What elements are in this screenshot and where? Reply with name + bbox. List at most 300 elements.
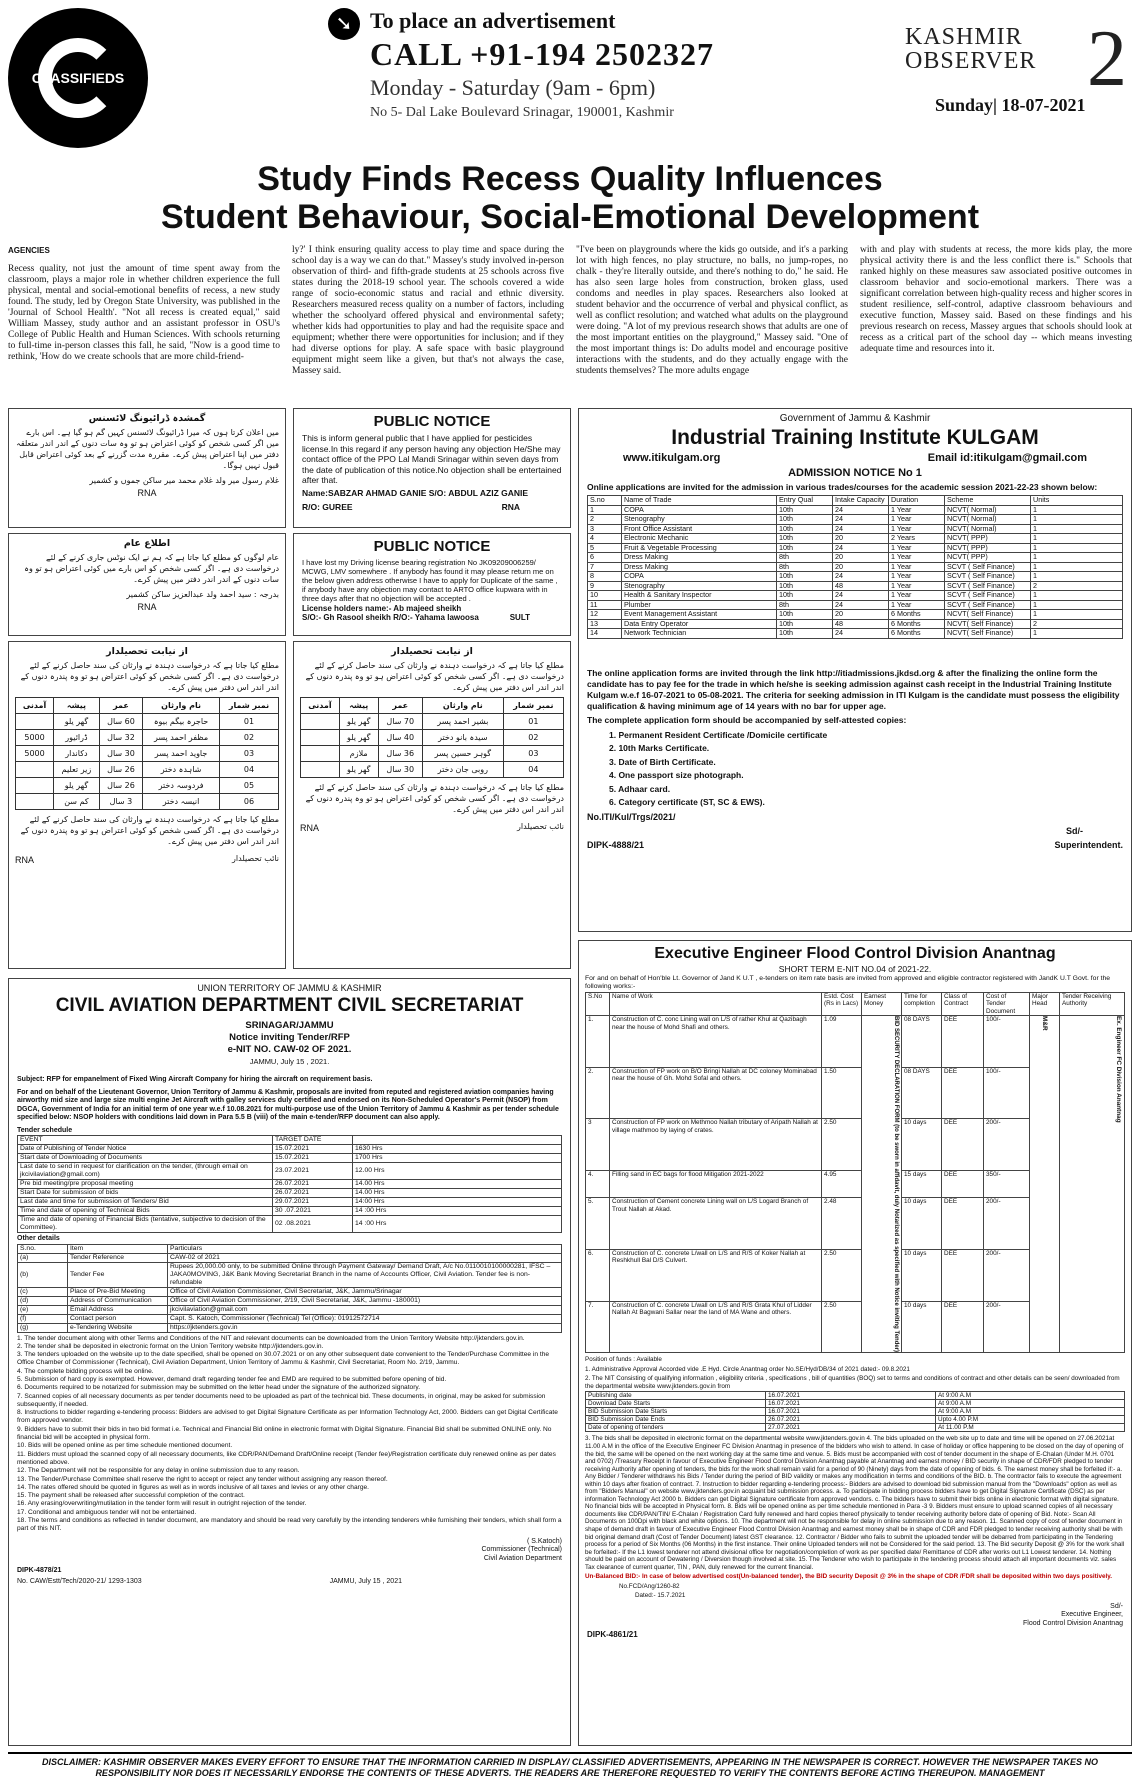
ca-signer: ( S.Katoch) [526, 1537, 562, 1545]
table-cell: دکاندار [54, 746, 100, 762]
list-item: 6. Documents required to be notarized for submission may be submitted on the letter head under the signature of the authorized signatory. [17, 1384, 421, 1392]
table-cell: 24 [833, 572, 889, 582]
list-item: 5. Adhaar card. [609, 783, 671, 794]
table-header [353, 1136, 562, 1145]
ca-ref-date: JAMMU, July 15 , 2021 [329, 1578, 402, 1586]
table-cell: 100/- [984, 1016, 1030, 1068]
fc-ref: No.FCD/Ang/1260-82 [619, 1582, 680, 1590]
table-row [18, 1253, 562, 1262]
urdu-notice-4-title: از نیابت تحصیلدار [391, 646, 473, 657]
table-cell: 70 سال [378, 714, 422, 730]
fc-unbalanced: Un-Balanced BID:- In case of below advertised cost(Un-balanced tender), the BID security Deposit @ 3% in the shape of CDR /FDR shall be deposited within two days positively. [585, 1573, 1113, 1581]
adv-phone: CALL +91-194 2502327 [370, 36, 715, 72]
table-cell: 8th [777, 562, 833, 572]
table-cell: 20 [833, 562, 889, 572]
table-cell: 08 DAYS [902, 1016, 942, 1068]
table-cell: DEE [942, 1250, 984, 1302]
table-cell: Last date to send in request for clarification on the tender, (through email on jkcivilaviation@gmail.com) [18, 1163, 273, 1180]
table-cell: 10th [777, 505, 833, 515]
advertisement-contact [335, 8, 830, 121]
table-header: Entry Qual [777, 496, 833, 506]
ca-details-body [18, 1253, 562, 1332]
table-cell: 2.50 [822, 1250, 862, 1302]
table-cell: 04 [219, 762, 278, 778]
table-cell: 1 [1031, 524, 1123, 534]
table-cell: https://jktenders.gov.in [168, 1323, 562, 1332]
table-row [16, 778, 279, 794]
table-cell: Rupees 20,000.00 only, to be submitted Online through Payment Gateway/ Demand Draft, A/c No.0110010100000281, IFSC – JAKA0MOVING, J&K Bank Moving Secretariat Branch in the name of Accounts Officer, Civil Aviation. Tender fee is non-refundable [168, 1262, 562, 1287]
table-cell: 200/- [984, 1119, 1030, 1171]
list-item: 5. Submission of hard copy is exempted. However, demand draft regarding tender fee and EMD are required to be submitted before opening of bid. [17, 1375, 447, 1383]
table-row [16, 730, 279, 746]
table-cell: 1 [1031, 534, 1123, 544]
table-cell: 14.00 Hrs [353, 1189, 562, 1198]
iti-email: Email id:itikulgam@gmail.com [927, 452, 1087, 464]
iti-docs-list [579, 729, 1131, 810]
table-cell: 16.07.2021 [766, 1400, 936, 1408]
ca-dipk-row [9, 1565, 570, 1576]
table-cell: 60 سال [99, 714, 142, 730]
table-row [18, 1163, 562, 1180]
article-body [8, 245, 1132, 395]
table-cell: SCVT ( Self Finance) [945, 562, 1031, 572]
table-cell: NCVT( Normal) [945, 505, 1031, 515]
table-cell: (f) [18, 1314, 68, 1323]
ca-schedule-table [17, 1135, 562, 1233]
table-row [16, 714, 279, 730]
table-cell: 10th [777, 591, 833, 601]
table-row [18, 1314, 562, 1323]
classifieds-logo [8, 8, 148, 148]
bid-security-note: BID SECURITY DECLARATION FORM (to be sworn in affidavit, duly Notarized as specified with Notice inviting Tender) [862, 1016, 902, 1353]
table-cell: مظفر احمد پسر [143, 730, 220, 746]
urdu-notice-4-body: مطلع کیا جاتا ہے کہ درخواست دہندہ نے وارثان کی سند حاصل کرنے کے لئے درخواست دی ہے۔ اگر کسی شخص کو کوئی اعتراض ہو تو وہ پندرہ دنوں کے اندر اندر اس دفتر میں پیش کرے۔ [305, 661, 564, 692]
table-cell: 10th [777, 524, 833, 534]
urdu-notice-1-rna: RNA [137, 488, 157, 498]
issue-date: Sunday| 18-07-2021 [935, 95, 1086, 115]
table-cell: 14 [588, 629, 622, 639]
table-cell: 1700 Hrs [353, 1154, 562, 1163]
table-row [588, 562, 1123, 572]
table-cell: گوہر حسین پسر [422, 746, 503, 762]
table-cell [16, 778, 54, 794]
page-header [0, 0, 1140, 150]
table-cell: 1 Year [889, 553, 945, 563]
table-cell: 4.95 [822, 1171, 862, 1198]
table-cell: DEE [942, 1119, 984, 1171]
table-cell: 5000 [16, 746, 54, 762]
table-cell: Time and date of opening of Financial Bids (tentative, subjective to decision of the Committee). [18, 1216, 273, 1233]
table-cell: jkcivilaviation@gmail.com [168, 1305, 562, 1314]
table-cell: 02 [219, 730, 278, 746]
table-cell: 16.07.2021 [766, 1392, 936, 1400]
table-cell: 10 days [902, 1198, 942, 1250]
public-notice-2-body: I have lost my Driving license bearing registration No JK09209006259/ MCWG, LMV somewhere . If anybody has found it may please return me on the below given address otherwise I have to apply for Duplicate of the same , if anybody have any objection may contact to ARTO office kupwara with in three days after that no objection will be accepted . [302, 558, 558, 603]
list-item: 12. The Department will not be responsible for any delay in online submission due to any reason. [17, 1467, 300, 1475]
table-row [588, 515, 1123, 525]
table-cell: Construction of Cement concrete Lining wall on L/S Logard Branch of Trout Nallah at Akad. [610, 1198, 822, 1250]
fc-position-funds: Position of funds : Available [585, 1356, 662, 1364]
fc-works-table [585, 992, 1125, 1353]
public-notice-1-name: Name:SABZAR AHMAD GANIE S/O: ABDUL AZIZ GANIE [302, 487, 529, 498]
iti-signer: Superintendent. [1054, 839, 1123, 850]
ca-schedule-label: Tender schedule [17, 1126, 73, 1134]
table-cell: 2 Years [889, 534, 945, 544]
table-cell: 24 [833, 629, 889, 639]
table-cell: 30 .07.2021 [273, 1207, 353, 1216]
table-cell: DEE [942, 1171, 984, 1198]
table-cell: Download Date Starts [586, 1400, 766, 1408]
table-row [18, 1262, 562, 1287]
table-cell: BID Submission Date Starts [586, 1408, 766, 1416]
fc-terms: 3. The bids shall be deposited in electronic format on the departmental website www.jktenders.gov.in 4. The bids uploaded on the web site up to date and time will be opened on 27.06.2021at 11.00 A.M in the office of the Executive Engineer FC Division Anantnag in presence of the bidders who wish to attend. In case of holiday or office happening to be closed on the day of opening of the bid, the same will be opened on the next working day at the same time and venue. 5. Bids must be accompanied with cost of tender document in the shape of E-Chalan (Under M.H. 0701 and 0702) /Treasury Receipt in favour of Executive Engineer Flood Control Division Anantnag payable at Anantnag and earnest money / BID security in shape of CDR/FDR pledged to tender receiving Authority after opening of tenders, the bids for the work shall remain valid for a period of 90 (Ninety) days from the date of opening of bids. 6. The earnest money shall be forfeited if:- a. Any Bidder / Tenderer withdraws his Bids / Tender during the period of BID validity or makes any modification in terms and conditions of the BID. b. The contractor fails to execute the agreement within 10 days after fixation of contract. 7. Instruction to bidder regarding e-tendering process:- Bidders are advised to download bid submission manual from the "Downloads" option as well as from "Bidders Manual" on website www.jktenders.gov.in acquaint bid submission process. a. To participate in bidding process bidders have to get Digital Signature Certificate (DSC) as per information Technology Act 2000 b. Bidders can get Digital Signature certificate from approved vendors. c. The bidders have to submit their bids online in electronic format with digital signature. No financial bids will be accepted in Physical form. 8. Bids will be opened online as per time schedule mentioned in Para -3 9. Bidders must ensure to upload scanned copies of all necessary documents like CDR/PAN/TIN/ E-Chalan / Registration Card fully renewed and hard copies thereof physically to tender receiving authority before date of opening of Bid. Note:- Scan All Documents on 100Dpi with black and white options. 10. The department will not be responsible for delay in online submission due to any reason. 11. Scanned copy of cost of tender document in shape of demand draft in favour of Executive Engineer Flood Control Division Anantnag and earnest money shall be in shape of CDR and FDR pledged to tender receiving authority shall be with bid original demand draft (Cost of Tender Document) latest GST clearance. 12. Contractor / Bidder who fails to submit the uploaded tender will be debarred from participating in the Tendering process for a period of Six Months (06 Months) in the first instance. Their online Uploaded tenders will not be Considered for the said period. 13. The Bid security Deposit @ 3% for the work shall be forfeited:- If the L1 lowest tenderer not attend divisional office for negotiation/completion of work as per specified date/ Remittance of CDR after works out L1 Lowest tenderer. 14. Nothing should be paid on account of Dewatering / Diversion though involved at site. 15. The Tenderer who wish to participate in the tendering process should attach all important documents viz. sales Tax clearance of current quarter, TIN , PAN, duly renewed for the current financial. [585, 1435, 1125, 1571]
table-cell: 48 [833, 581, 889, 591]
urdu-notice-2 [8, 533, 286, 636]
urdu-notice-3 [8, 641, 286, 969]
table-cell: 26.07.2021 [766, 1416, 936, 1424]
table-cell: 10th [777, 629, 833, 639]
table-cell: زیر تعلیم [54, 762, 100, 778]
table-cell: 30 سال [99, 746, 142, 762]
table-cell: 9 [588, 581, 622, 591]
table-cell: Event Management Assistant [622, 610, 777, 620]
arrow-icon: ➘ [328, 8, 360, 40]
table-cell: 16.07.2021 [766, 1408, 936, 1416]
table-cell: Last date and time for submission of Tenders/ Bid [18, 1198, 273, 1207]
masthead [905, 15, 1135, 115]
ca-schedule-body [18, 1145, 562, 1233]
table-cell: جاوید احمد پسر [143, 746, 220, 762]
table-cell: 1 [1031, 572, 1123, 582]
iti-paragraph: The online application forms are invited through the link http://itiadmissions.jkdsd.org & after the finalizing the online form the candidate has to pay fee for the trade in which he/she is seeking admission against cash receipt in the Industrial Training Institute Kulgam w.e.f 16-07-2021 to 05-08-2021. The criteria for seeking admission in ITI Kulgam is the candidate must possess the eligibility qualification & having minimum age of 14 years with no bar for upper age. [587, 667, 1120, 711]
table-cell: Office of Civil Aviation Commissioner, Civil Secretariat, J&K, Jammu/Srinagar [168, 1287, 562, 1296]
table-cell: Office of Civil Aviation Commissioner, 2/19, Civil Secretariat, J&K, Jammu -180001) [168, 1296, 562, 1305]
fc-approval: 1. Administrative Approval Accorded vide .E Hyd. Circle Anantnag order No.SE/Hyd/DB/34 of 2021 dated:- 09.8.2021 [585, 1365, 910, 1373]
table-cell [16, 762, 54, 778]
table-cell: 10th [777, 515, 833, 525]
table-cell: 1 [1031, 553, 1123, 563]
table-header: پیشہ [339, 698, 378, 714]
iti-docs-title: The complete application form should be accompanied by self-attested copies: [587, 714, 907, 725]
table-row [18, 1287, 562, 1296]
table-cell: 02 .08.2021 [273, 1216, 353, 1233]
table-cell: 24 [833, 515, 889, 525]
urdu-notice-3-footer [15, 853, 279, 866]
table-cell: Dress Making [622, 562, 777, 572]
list-item: 14. The rates offered should be quoted in figures as well as in words inclusive of all taxes and levies or any other charge. [17, 1483, 369, 1491]
table-cell: NCVT( Normal) [945, 524, 1031, 534]
table-cell: (g) [18, 1323, 68, 1332]
table-header-row [588, 496, 1123, 506]
ca-signer-title-2: Civil Aviation Department [483, 1554, 562, 1562]
byline: AGENCIES [8, 246, 50, 255]
table-cell: NCVT( PPP) [945, 553, 1031, 563]
urdu-notice-3-body: مطلع کیا جاتا ہے کہ درخواست دہندہ نے وارثان کی سند حاصل کرنے کے لئے درخواست دی ہے۔ اگر کسی شخص کو کوئی اعتراض ہو تو وہ پندرہ دنوں کے اندر اندر اس دفتر میں پیش کرے۔ [20, 661, 279, 692]
table-cell: ڈرائیور [54, 730, 100, 746]
table-cell: 8th [777, 553, 833, 563]
public-notice-1-title: PUBLIC NOTICE [373, 413, 491, 430]
table-cell: 40 سال [378, 730, 422, 746]
table-cell [16, 794, 54, 810]
table-header: S.No [586, 993, 610, 1016]
table-cell: 26.07.2021 [273, 1180, 353, 1189]
table-cell: 32 سال [99, 730, 142, 746]
table-cell: NCVT( PPP) [945, 534, 1031, 544]
table-cell: NCVT( Self Finance) [945, 619, 1031, 629]
fc-dates-body [586, 1392, 1125, 1432]
table-row [18, 1296, 562, 1305]
iti-contact [579, 452, 1131, 464]
table-cell [301, 762, 340, 778]
list-item: 9. Bidders have to submit their bids in two bid format i.e. Technical and Financial Bid online in electronic format with Digital Signature. Financial Bid shall be submitted ONLINE only. No financial bid will be accepted in physical form. [17, 1425, 552, 1442]
table-row [18, 1180, 562, 1189]
ca-other-label: Other details [17, 1235, 60, 1242]
table-row [586, 1416, 1125, 1424]
table-cell: 1 [1031, 543, 1123, 553]
table-cell: 4 [588, 534, 622, 544]
heirs-table-1 [15, 697, 279, 810]
table-cell: At 9:00 A.M [936, 1392, 1125, 1400]
fc-sd: Sd/- [1110, 1602, 1123, 1610]
adv-title: To place an advertisement [370, 8, 616, 33]
table-cell: 48 [833, 619, 889, 629]
urdu-notice-1-name: غلام رسول میر ولد غلام محمد میر ساکن جموں و کشمیر [89, 476, 279, 485]
table-row [588, 629, 1123, 639]
table-header: Duration [889, 496, 945, 506]
article-text-3: "I've been on playgrounds where the kids go outside, and it's a parking lot with high fences, no play structure, no balls, no jump-ropes, no chalk - they're literally outside, and there's nothing to do," he said. He has also seen large holes from construction, broken glass, used condoms and needles in play spaces. Researchers also looked at student behavior and the occurrence of verbal and physical conflict, as well as conflict resolution; and watched what adults on the playground were doing. "A lot of my previous research shows that adults are one of the most important entities on the playground," Massey said. "One of the most important things is: Do adults model and encourage positive interactions with the students, and do they actually engage with the students themselves? The more adults engage [576, 245, 848, 376]
table-cell: At 11.00 P.M [936, 1424, 1125, 1432]
paper-name-1: KASHMIR [905, 24, 1023, 50]
table-row [586, 1400, 1125, 1408]
table-cell: Data Entry Operator [622, 619, 777, 629]
table-row [18, 1198, 562, 1207]
heirs-table-2 [300, 697, 564, 778]
table-cell: 1 [588, 505, 622, 515]
table-cell: 2 [1031, 619, 1123, 629]
table-cell: 1 Year [889, 543, 945, 553]
table-cell: Pre bid meeting/pre proposal meeting [18, 1180, 273, 1189]
table-cell: 20 [833, 610, 889, 620]
table-cell: 06 [219, 794, 278, 810]
table-header: Units [1031, 496, 1123, 506]
table-cell: Construction of FP work on B/O Bringi Nallah at DC coloney Mominabad near the house of Gh. Mohd Sofal and others. [610, 1067, 822, 1119]
table-cell: 10 days [902, 1119, 942, 1171]
adv-hours: Monday - Saturday (9am - 6pm) [370, 75, 656, 100]
table-header: پیشہ [54, 698, 100, 714]
ca-date: JAMMU, July 15 , 2021. [249, 1057, 330, 1066]
disclaimer [8, 1752, 1132, 1779]
table-cell: 15.07.2021 [273, 1145, 353, 1154]
table-cell: 200/- [984, 1301, 1030, 1353]
table-cell: 23.07.2021 [273, 1163, 353, 1180]
table-cell: 24 [833, 591, 889, 601]
table-cell: Capt. S. Katoch, Commissioner (Technical) Tel (Office): 01912572714 [168, 1314, 562, 1323]
table-cell: e-Tendering Website [68, 1323, 168, 1332]
table-cell: 12.00 Hrs [353, 1163, 562, 1180]
table-cell: 11 [588, 600, 622, 610]
urdu-notice-4-rna: RNA [300, 823, 320, 833]
table-row [586, 1016, 1125, 1068]
table-cell: 10 days [902, 1301, 942, 1353]
table-cell [301, 714, 340, 730]
table-cell: 3 سال [99, 794, 142, 810]
table-cell: Address of Communication [68, 1296, 168, 1305]
fc-title: Executive Engineer Flood Control Division Anantnag [654, 945, 1056, 962]
table-cell: DEE [942, 1016, 984, 1068]
table-cell: 8 [588, 572, 622, 582]
fc-works-body [586, 1016, 1125, 1353]
table-row [16, 746, 279, 762]
table-cell: 27.07.2021 [766, 1424, 936, 1432]
table-header: Earnest Money [862, 993, 902, 1016]
table-cell: 15.07.2021 [273, 1154, 353, 1163]
table-cell: Email Address [68, 1305, 168, 1314]
table-cell: Construction of C. concrete L/wall on L/S and R/S Grata Khul of Lidder Nallah At Bagwani Sallar near the land of MA Wane and others. [610, 1301, 822, 1353]
table-header: آمدنی [301, 698, 340, 714]
public-notice-2-holder: License holders name:- Ab majeed sheikh [302, 604, 462, 613]
ca-ref-row [9, 1576, 570, 1587]
table-cell: 1. [586, 1016, 610, 1068]
public-notice-1 [293, 408, 571, 528]
table-cell: At 9:00 A.M [936, 1400, 1125, 1408]
fc-nit-consist: 2. The NIT Consisting of qualifying information , eligibility criteria , specifications , bill of quantities (BOQ) set to terms and conditions of contract and other details can be seen/ downloaded from the departmental website www.jktenders.gov.in from [585, 1375, 1120, 1390]
table-cell: 200/- [984, 1250, 1030, 1302]
list-item: 2. The tender shall be deposited in electronic format on the Union Territory website http://jktenders.gov.in. [17, 1342, 324, 1350]
table-row [18, 1305, 562, 1314]
civil-aviation-tender [8, 978, 571, 1746]
list-item: 17. Conditional and ambiguous tender will not be entertained. [17, 1508, 197, 1516]
table-header: Cost of Tender Document [984, 993, 1030, 1016]
list-item: 8. Instructions to bidder regarding e-tendering process: Bidders are advised to get Digital Signature Certificate as per Information Technology Act, 2000. Bidders can get Digital Certificate from approved vendor. [17, 1409, 558, 1425]
urdu-notice-3-signer: نائب تحصیلدار [232, 854, 279, 863]
table-cell: 1.09 [822, 1016, 862, 1068]
table-cell: SCVT ( Self Finance) [945, 581, 1031, 591]
table-cell: Plumber [622, 600, 777, 610]
fc-dates-table [585, 1391, 1125, 1432]
table-row [18, 1145, 562, 1154]
ca-schedule-wrap [9, 1135, 570, 1233]
table-cell: 26 سال [99, 778, 142, 794]
ca-dipk: DIPK-4878/21 [17, 1567, 62, 1575]
iti-admission-notice [578, 408, 1132, 932]
table-cell: Start Date for submission of bids [18, 1189, 273, 1198]
iti-sd: Sd/- [1066, 825, 1083, 836]
table-cell: 14 :00 Hrs [353, 1207, 562, 1216]
table-header: S.no [588, 496, 622, 506]
table-row [301, 762, 564, 778]
fc-works-wrap [579, 992, 1131, 1353]
fc-dated: Dated:- 15.7.2021 [635, 1592, 686, 1600]
table-cell: Date of Publishing of Tender Notice [18, 1145, 273, 1154]
table-cell: CAW-02 of 2021 [168, 1253, 562, 1262]
table-header: Major Head [1030, 993, 1060, 1016]
table-cell: 14.00 Hrs [353, 1180, 562, 1189]
list-item: 3. Date of Birth Certificate. [609, 756, 716, 767]
table-cell: 29.07.2021 [273, 1198, 353, 1207]
table-cell: 24 [833, 543, 889, 553]
headline-line-2: Student Behaviour, Social-Emotional Development [160, 198, 980, 236]
table-cell: 13 [588, 619, 622, 629]
list-item: 1. The tender document along with other Terms and Conditions of the NIT and relevant documents can be downloaded from the Union Territory Website http://jktenders.gov.in. [17, 1334, 525, 1342]
table-cell: NCVT( Normal) [945, 515, 1031, 525]
urdu-notice-2-title: اطلاع عام [123, 538, 171, 549]
table-header: Scheme [945, 496, 1031, 506]
table-cell: (a) [18, 1253, 68, 1262]
public-notice-2 [293, 533, 571, 636]
table-cell: 10 days [902, 1250, 942, 1302]
table-cell: 7. [586, 1301, 610, 1353]
table-cell: 7 [588, 562, 622, 572]
table-cell: Electronic Mechanic [622, 534, 777, 544]
table-cell: 1 Year [889, 581, 945, 591]
ca-signature [9, 1536, 570, 1566]
table-cell: 01 [219, 714, 278, 730]
table-cell: (c) [18, 1287, 68, 1296]
table-cell: کم سن [54, 794, 100, 810]
table-row [301, 746, 564, 762]
table-cell: Tender Fee [68, 1262, 168, 1287]
table-header: Tender Receiving Authority [1060, 993, 1125, 1016]
table-cell: 14 :00 Hrs [353, 1216, 562, 1233]
iti-website: www.itikulgam.org [623, 452, 721, 464]
list-item: 16. Any erasing/overwriting/mutilation in the tender form will result in outright rejection of the tender. [17, 1500, 307, 1508]
headline [0, 160, 1140, 236]
table-cell: Network Technician [622, 629, 777, 639]
table-cell: گھر یلو [339, 714, 378, 730]
table-header-row [18, 1136, 562, 1145]
table-cell: 2 [1031, 581, 1123, 591]
table-cell: 8th [777, 600, 833, 610]
table-cell: 1 [1031, 515, 1123, 525]
fc-signature [579, 1601, 1131, 1631]
table-cell: 1.50 [822, 1067, 862, 1119]
ca-subject: Subject: RFP for empanelment of Fixed Wing Aircraft Company for hiring the aircraft on requirement basis. [17, 1076, 373, 1083]
table-cell: 24 [833, 505, 889, 515]
table-cell: DEE [942, 1067, 984, 1119]
table-cell: 3 [588, 524, 622, 534]
table-cell: 10th [777, 619, 833, 629]
urdu-notice-3-rna: RNA [15, 855, 35, 865]
table-cell: 5000 [16, 730, 54, 746]
table-cell: 6 Months [889, 629, 945, 639]
table-cell: Time and date of opening of Technical Bids [18, 1207, 273, 1216]
iti-sd-row [579, 824, 1131, 838]
urdu-notice-1-body: میں اعلان کرتا ہوں کہ میرا ڈرائیونگ لائسنس کہیں گم ہو گیا ہے۔ اس بارے میں اگر کسی شخص کو کوئی اعتراض ہو تو وہ سات دنوں کے اندر اندر متعلقہ دفتر میں اپنا اعتراض پیش کرے۔ مقررہ مدت گزرنے کے بعد کوئی اعتراض قابل قبول نہیں ہوگا۔ [16, 428, 279, 470]
table-cell: 36 سال [378, 746, 422, 762]
iti-trades-table-wrap [579, 495, 1131, 639]
table-cell: SCVT ( Self Finance) [945, 572, 1031, 582]
table-header: Intake Capacity [833, 496, 889, 506]
disclaimer-line-2: RESPONSIBILITY NOR DOES IT NECESSARILY ENDORSE THE CONTENTS OF THESE ADVERTS. THE READERS ARE THEREFORE REQUESTED TO VERIFY THE CONTENTS BEFORE ACTING THEREUPON. MANAGEMENT [95, 1768, 1045, 1778]
table-row [18, 1154, 562, 1163]
table-cell: Tender Reference [68, 1253, 168, 1262]
table-cell: 3 [586, 1119, 610, 1171]
table-cell: 02 [503, 730, 563, 746]
table-cell: 200/- [984, 1198, 1030, 1250]
table-cell: 26 سال [99, 762, 142, 778]
table-cell: Construction of C. conc Lining wall on L/S of rather Khul at Qazibagh near the house of Mohd Shafi and others. [610, 1016, 822, 1068]
list-item: 13. The Tender/Purchase Committee shall reserve the right to accept or reject any tender without assigning any reason thereof. [17, 1475, 388, 1483]
list-item: 2. 10th Marks Certificate. [609, 743, 710, 753]
table-cell: Health & Sanitary Inspector [622, 591, 777, 601]
disclaimer-line-1: DISCLAIMER: KASHMIR OBSERVER MAKES EVERY EFFORT TO ENSURE THAT THE INFORMATION CARRIED IN DISPLAY/ CLASSIFIED ADVERTISEMENTS, APPEARING IN THE NEWSPAPER IS CORRECT. HOWEVER THE NEWSPAPER TAKES NO [42, 1757, 1098, 1767]
table-row [588, 505, 1123, 515]
table-cell: 12 [588, 610, 622, 620]
table-row [301, 730, 564, 746]
table-cell: 5. [586, 1198, 610, 1250]
table-header: S.no. [18, 1244, 68, 1253]
table-cell: Upto 4.00 P.M [936, 1416, 1125, 1424]
